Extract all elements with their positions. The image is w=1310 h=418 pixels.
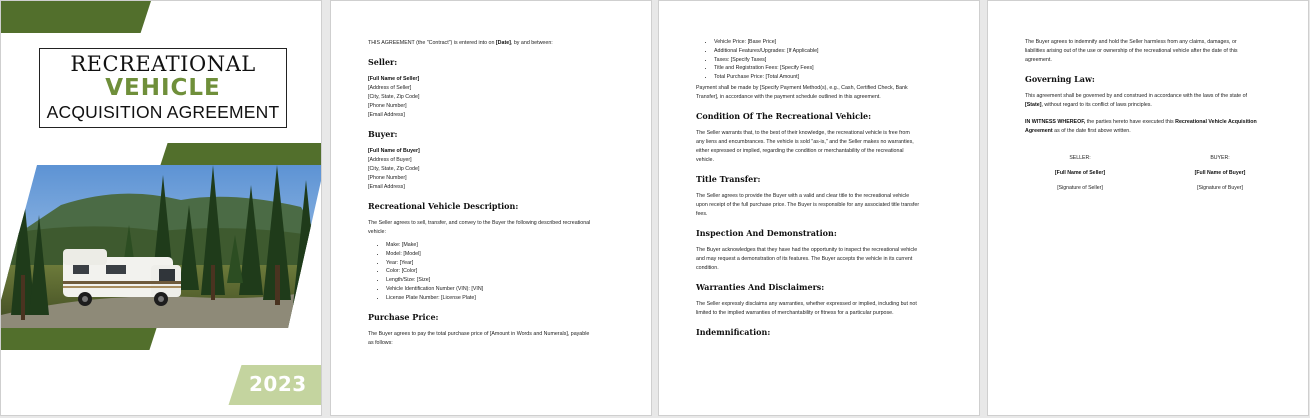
- purchase-price-heading: Purchase Price:: [368, 311, 439, 322]
- buyer-signature-column: [1165, 154, 1275, 199]
- cover-band-top: [0, 1, 151, 33]
- inspection-heading: Inspection And Demonstration:: [696, 227, 837, 238]
- cover-year: 2023: [249, 372, 307, 396]
- seller-address: [Address of Seller]: [368, 85, 412, 91]
- payment-paragraph: [696, 84, 946, 102]
- seller-email: [Email Address]: [368, 112, 405, 118]
- cover-title-line1: RECREATIONAL: [70, 52, 256, 76]
- condition-line: The Seller warrants that, to the best of their knowledge, the recreational vehicle is free from: [696, 129, 910, 136]
- list-item: • Additional Features/Upgrades: [If Applicable]: [714, 47, 946, 56]
- list-item: • Length/Size: [Size]: [386, 276, 618, 285]
- condition-heading: Condition Of The Recreational Vehicle:: [696, 110, 872, 121]
- description-heading: Recreational Vehicle Description:: [368, 201, 519, 211]
- warranties-paragraph: [696, 300, 946, 318]
- condition-line: either expressed or implied, regarding the condition or merchantability of the recreational: [696, 147, 904, 154]
- description-line: vehicle:: [368, 229, 386, 235]
- condition-line: any liens and encumbrances. The vehicle is sold "as-is," and the Seller makes no warranties,: [696, 138, 914, 145]
- payment-line: Transfer], in accordance with the payment schedule outlined in this agreement.: [696, 93, 881, 100]
- list-item: • Color: [Color]: [386, 267, 618, 276]
- seller-city: [City, State, Zip Code]: [368, 94, 420, 100]
- seller-signature: [Signature of Seller]: [1057, 185, 1103, 191]
- witness-bold: IN WITNESS WHEREOF,: [1025, 119, 1086, 125]
- condition-paragraph: [696, 129, 946, 165]
- witness-title-2: Agreement: [1025, 128, 1053, 134]
- title-line: upon receipt of the full purchase price. The Buyer is responsible for any associated title transfer: [696, 201, 920, 208]
- governing-law-heading: Governing Law:: [1025, 74, 1095, 84]
- warranties-line: The Seller expressly disclaims any warranties, whether expressed or implied, including but not: [696, 300, 917, 307]
- witness-line: [1025, 118, 1275, 127]
- vehicle-spec-list: [368, 241, 618, 303]
- witness-end: as of the date first above written.: [1052, 128, 1131, 134]
- law-state: [State]: [1025, 102, 1042, 108]
- cover-page: [0, 0, 322, 416]
- seller-phone: [Phone Number]: [368, 103, 407, 109]
- intro-paragraph: [368, 39, 618, 48]
- indemnification-line: agreement.: [1025, 57, 1052, 63]
- indemnification-heading: Indemnification:: [696, 326, 771, 337]
- list-item: • Vehicle Identification Number (VIN): [VIN]: [386, 285, 618, 294]
- cover-band-bottom: [0, 328, 157, 350]
- buyer-email: [Email Address]: [368, 184, 405, 190]
- list-item: • Total Purchase Price: [Total Amount]: [714, 73, 946, 82]
- buyer-sign-name: [Full Name of Buyer]: [1194, 170, 1246, 176]
- witness-line: [1025, 127, 1275, 136]
- cover-title-line3: ACQUISITION AGREEMENT: [46, 102, 280, 122]
- cover-title-box: [39, 48, 287, 128]
- agreement-page-4: [987, 0, 1309, 416]
- price-line: as follows:: [368, 339, 393, 346]
- governing-law-paragraph: [1025, 92, 1275, 110]
- purchase-price-paragraph: [368, 330, 618, 348]
- description-paragraph: [368, 219, 618, 237]
- buyer-details: [368, 147, 618, 192]
- seller-sign-name: [Full Name of Seller]: [1054, 170, 1106, 176]
- inspection-paragraph: [696, 246, 946, 273]
- list-item: • License Plate Number: [License Plate]: [386, 294, 618, 303]
- list-item: • Title and Registration Fees: [Specify Fees]: [714, 64, 946, 73]
- buyer-heading: Buyer:: [368, 129, 398, 139]
- buyer-phone: [Phone Number]: [368, 175, 407, 181]
- price-line: The Buyer agrees to pay the total purchase price of [Amount in Words and Numerals], payable: [368, 330, 590, 337]
- list-item: • Taxes: [Specify Taxes]: [714, 56, 946, 65]
- law-line: This agreement shall be governed by and construed in accordance with the laws of the state of: [1025, 93, 1248, 99]
- seller-name-line: [1025, 169, 1135, 178]
- inspection-line: and may request a demonstration of its features. The Buyer accepts the vehicle in its current: [696, 255, 913, 262]
- seller-details: [368, 75, 618, 120]
- seller-name: [Full Name of Seller]: [368, 76, 420, 82]
- payment-line: Payment shall be made by [Specify Payment Method(s), e.g., Cash, Certified Check, Bank: [696, 84, 908, 91]
- list-item: • Make: [Make]: [386, 241, 618, 250]
- title-line: The Seller agrees to provide the Buyer with a valid and clear title to the recreational vehicle: [696, 192, 910, 199]
- condition-line: vehicle.: [696, 156, 714, 163]
- witness-title: Recreational Vehicle Acquisition: [1175, 119, 1257, 125]
- indemnification-line: liabilities arising out of the use or ownership of the recreational vehicle after the date of this: [1025, 48, 1238, 54]
- buyer-name-line: [1165, 169, 1275, 178]
- price-breakdown-list: [696, 38, 946, 82]
- seller-heading: Seller:: [368, 57, 398, 67]
- buyer-signature: [Signature of Buyer]: [1197, 185, 1243, 191]
- seller-label: SELLER:: [1069, 155, 1091, 161]
- buyer-label: BUYER:: [1210, 155, 1230, 161]
- page-4-content: [1025, 38, 1275, 199]
- signature-block: [1025, 154, 1275, 199]
- page-2-content: [368, 39, 618, 352]
- law-line-end: , without regard to its conflict of laws principles.: [1041, 102, 1152, 108]
- list-item: • Vehicle Price: [Base Price]: [714, 38, 946, 47]
- indemnification-paragraph: [1025, 38, 1275, 65]
- title-transfer-heading: Title Transfer:: [696, 173, 761, 184]
- witness-mid: the parties hereto have executed this: [1085, 119, 1176, 125]
- rv-forest-photo: [1, 165, 322, 328]
- cover-title-line2: VEHICLE: [105, 75, 221, 101]
- law-line: [1025, 101, 1275, 110]
- page-3-content: [696, 38, 946, 345]
- title-line: fees.: [696, 210, 708, 217]
- buyer-address: [Address of Buyer]: [368, 157, 412, 163]
- indemnification-line: The Buyer agrees to indemnify and hold the Seller harmless from any claims, damages, or: [1025, 39, 1237, 45]
- inspection-line: condition.: [696, 264, 719, 271]
- intro-text-end: , by and between:: [510, 40, 553, 46]
- buyer-name: [Full Name of Buyer]: [368, 148, 420, 154]
- agreement-page-2: [330, 0, 652, 416]
- list-item: • Year: [Year]: [386, 259, 618, 268]
- description-line: The Seller agrees to sell, transfer, and convey to the Buyer the following described recreational: [368, 220, 591, 226]
- inspection-line: The Buyer acknowledges that they have had the opportunity to inspect the recreational vehicle: [696, 246, 918, 253]
- warranties-line: limited to the implied warranties of merchantability or fitness for a particular purpose.: [696, 309, 894, 316]
- warranties-heading: Warranties And Disclaimers:: [696, 281, 825, 292]
- intro-date: [Date]: [495, 40, 511, 46]
- title-transfer-paragraph: [696, 192, 946, 219]
- buyer-city: [City, State, Zip Code]: [368, 166, 420, 172]
- intro-text: THIS AGREEMENT (the "Contract") is entered into on: [368, 40, 496, 46]
- list-item: • Model: [Model]: [386, 250, 618, 259]
- cover-band-right: [160, 143, 322, 165]
- agreement-page-3: [658, 0, 980, 416]
- witness-paragraph: [1025, 118, 1275, 136]
- seller-signature-column: [1025, 154, 1135, 199]
